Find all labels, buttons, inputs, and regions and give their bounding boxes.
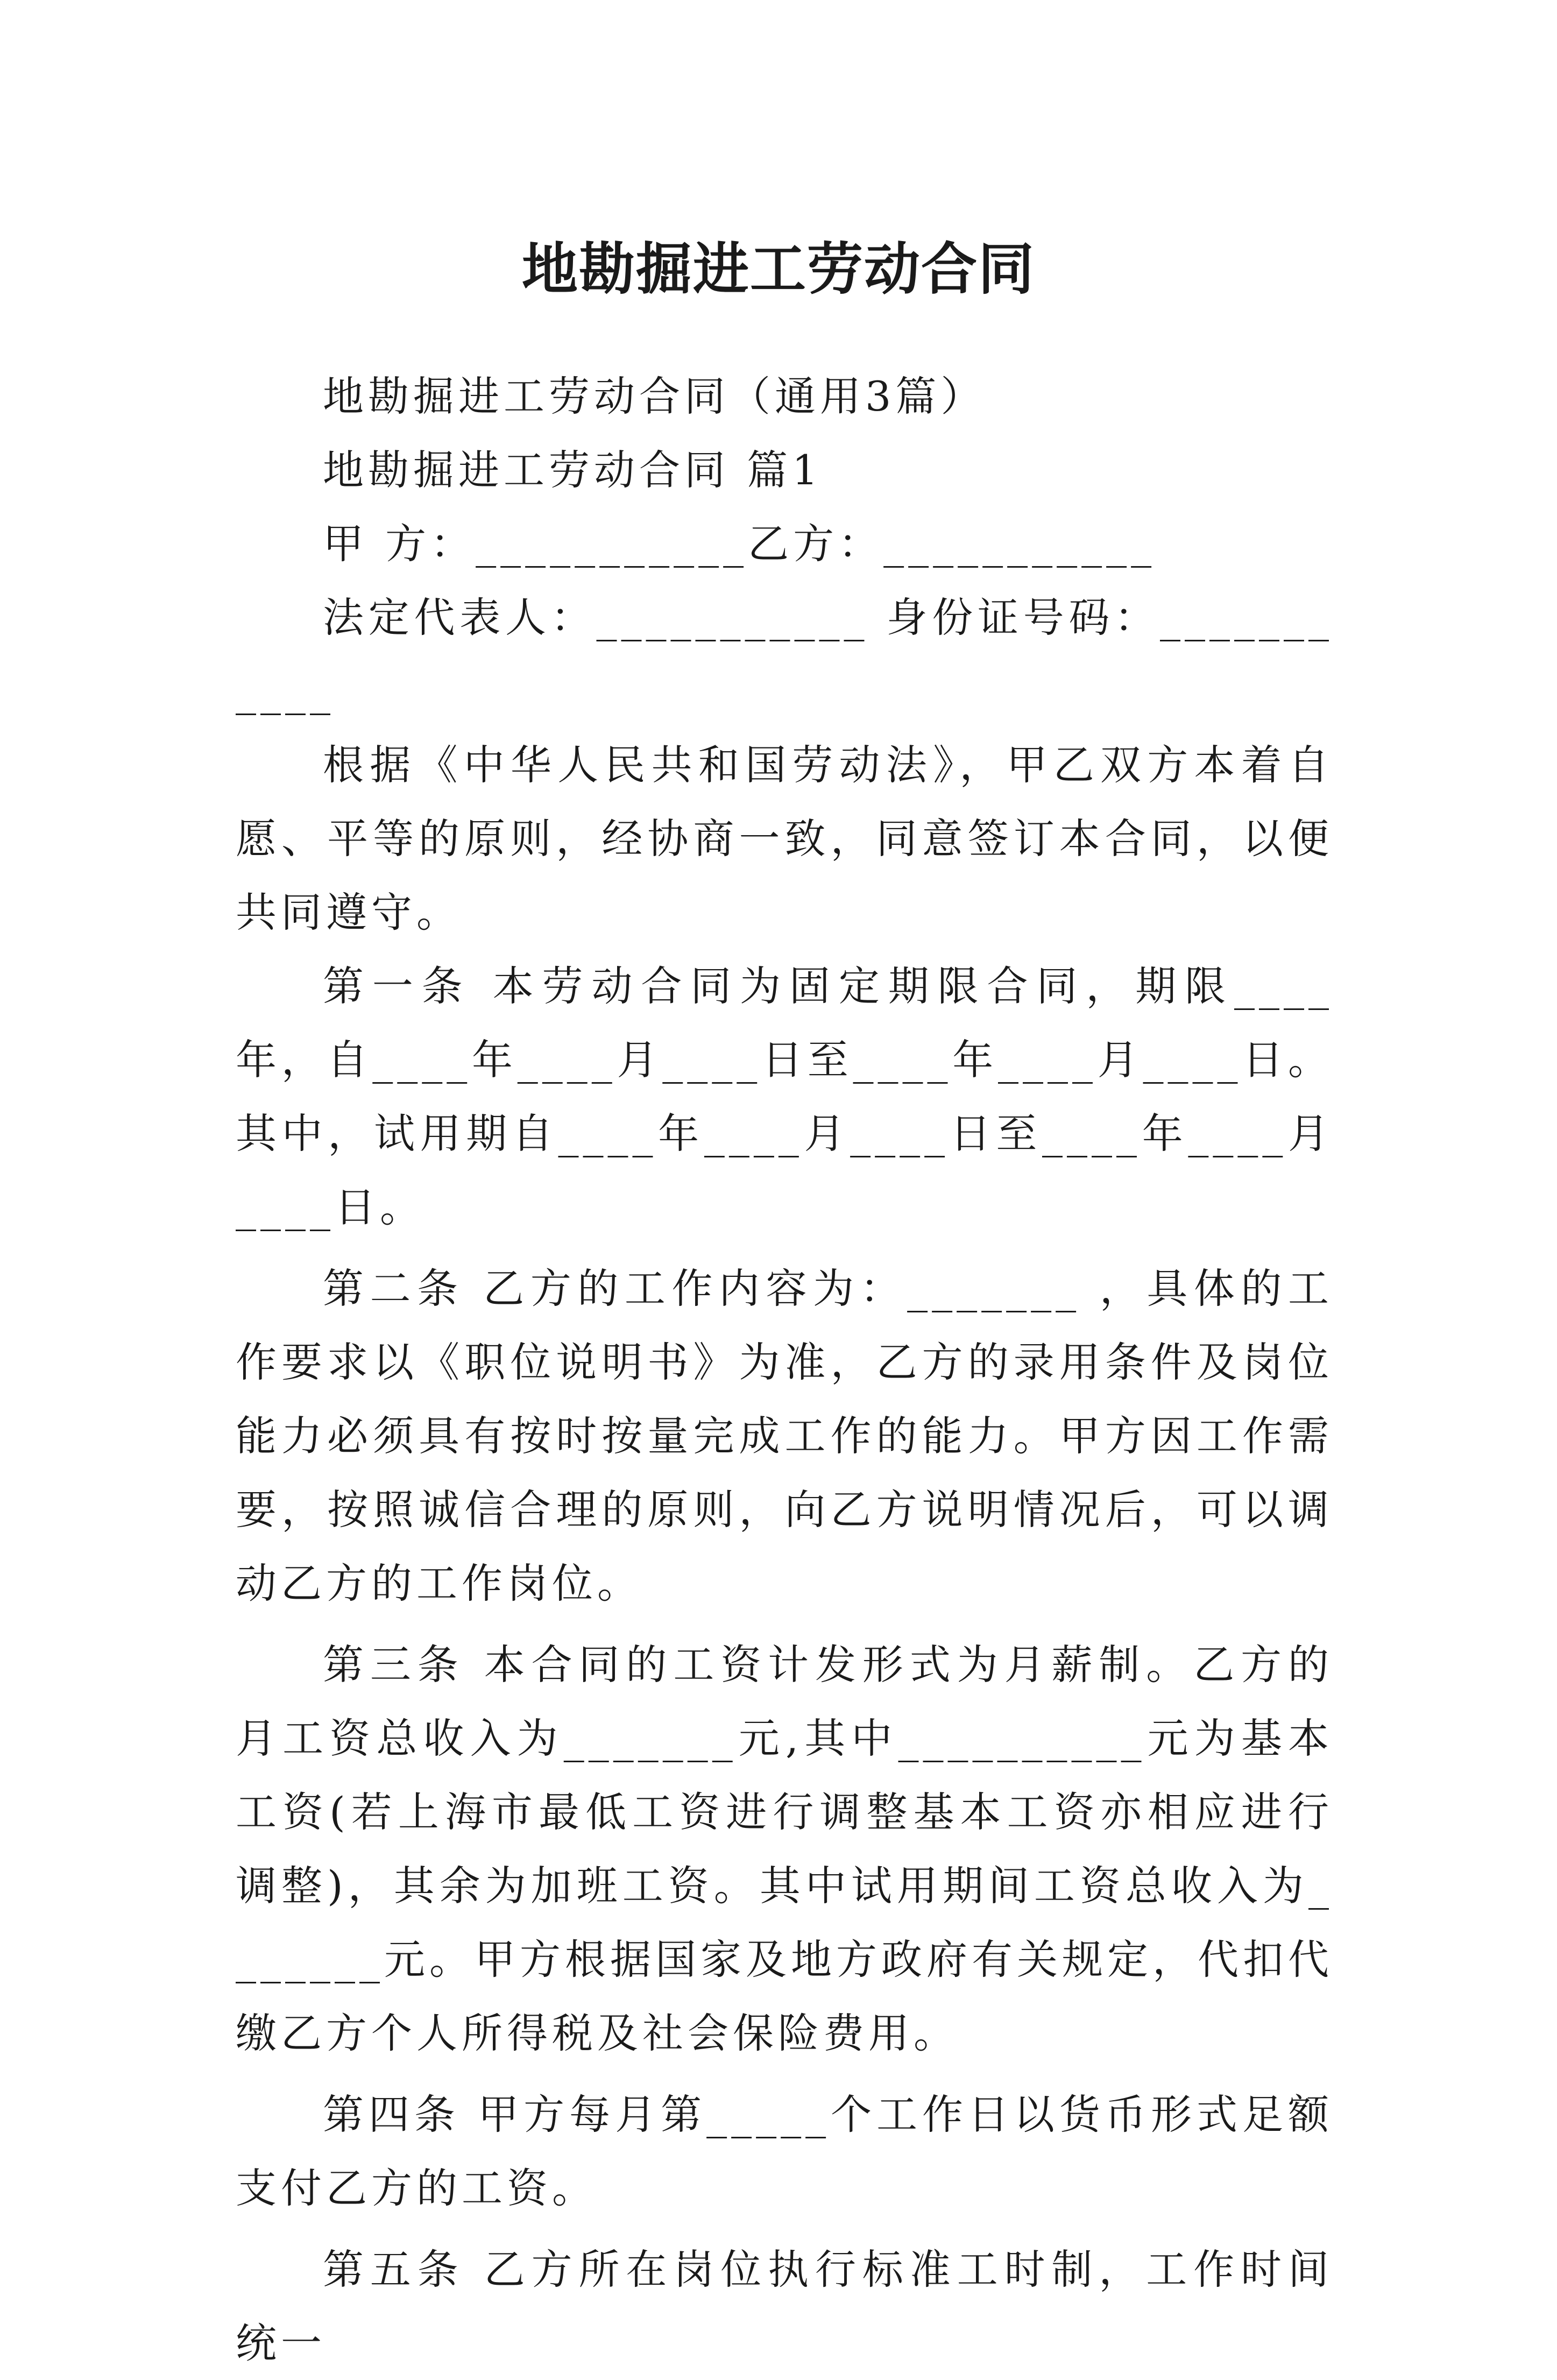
document-title: 地勘掘进工劳动合同 [521, 235, 1035, 302]
document-body [236, 359, 1333, 2380]
article-4-paragraph: 第四条 甲方每月第_____个工作日以货币形式足额支付乙方的工资。 [236, 2091, 1333, 2212]
article-3-paragraph: 第三条 本合同的工资计发形式为月薪制。乙方的月工资总收入为_______元,其中__________元为基本工资(若上海市最低工资进行调整基本工资亦相应进行调整)，其余为加班工资。其中试用期间工资总收入为_______元。甲方根据国家及地方政府有关规定，代扣代缴乙方个人所得税及社会保险费用。 [236, 1641, 1333, 2057]
party-line: 甲 方：___________乙方：___________ [323, 520, 1156, 568]
article-5-paragraph: 第五条 乙方所在岗位执行标准工时制，工作时间统一 [236, 2245, 1333, 2367]
article-2-paragraph: 第二条 乙方的工作内容为：_______ ，具体的工作要求以《职位说明书》为准，乙方的录用条件及岗位能力必须具有按时按量完成工作的能力。甲方因工作需要，按照诚信合理的原则，向乙方说明情况后，可以调动乙方的工作岗位。 [236, 1265, 1333, 1607]
subtitle-line: 地勘掘进工劳动合同（通用3篇） [323, 372, 986, 420]
representative-line: 法定代表人：___________ 身份证号码：___________ [236, 594, 1333, 715]
section-heading: 地勘掘进工劳动合同 篇1 [323, 446, 823, 494]
preamble-paragraph: 根据《中华人民共和国劳动法》，甲乙双方本着自愿、平等的原则，经协商一致，同意签订本合同，以便共同遵守。 [236, 741, 1333, 936]
article-1-paragraph: 第一条 本劳动合同为固定期限合同，期限____ 年，自____年____月____日至____年____月____日。其中，试用期自____年____月____日至____年____月____日。 [236, 962, 1333, 1231]
